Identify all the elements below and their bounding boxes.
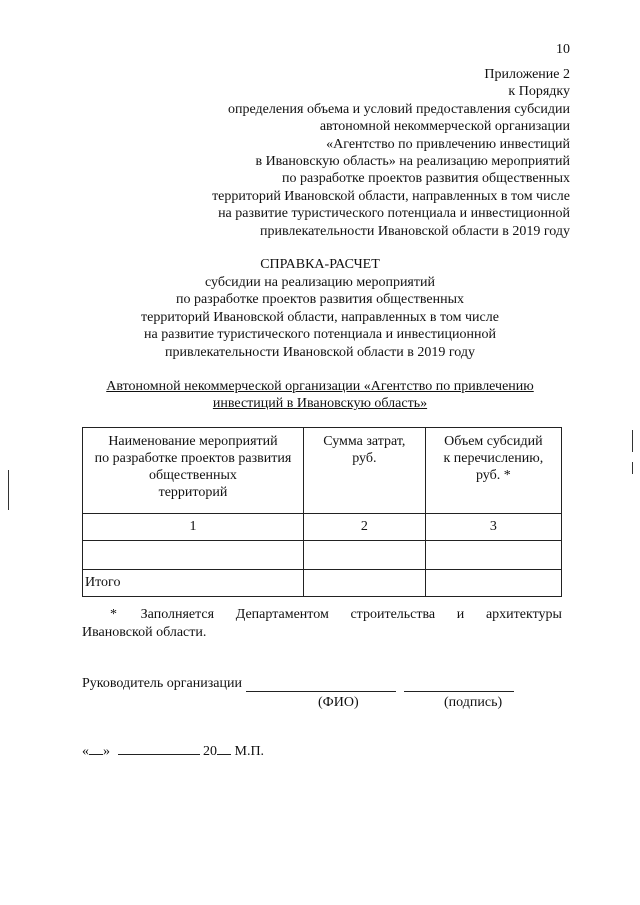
appendix-line: по разработке проектов развития общественных bbox=[281, 171, 570, 187]
title-line: территорий Ивановской области, направленных в том числе bbox=[141, 309, 499, 325]
total-row bbox=[83, 570, 562, 597]
footnote-word: Департаментом bbox=[235, 607, 329, 622]
empty-cell[interactable] bbox=[303, 541, 425, 570]
appendix-line: привлекательности Ивановской области в 2019 году bbox=[259, 223, 570, 239]
column-number: 2 bbox=[303, 514, 425, 541]
footnote-line bbox=[82, 606, 562, 624]
organization-line: Автономной некоммерческой организации «Агентство по привлечению bbox=[106, 379, 534, 394]
footnote bbox=[82, 606, 562, 642]
empty-cell[interactable] bbox=[425, 541, 561, 570]
footnote-word: строительства bbox=[350, 607, 436, 622]
page-number: 10 bbox=[556, 42, 570, 57]
header-subsidy-amount: Объем субсидий к перечислению, руб. * bbox=[425, 428, 561, 514]
date-stamp-line bbox=[82, 742, 264, 760]
column-number: 1 bbox=[83, 514, 304, 541]
title-heading: СПРАВКА-РАСЧЕТ bbox=[260, 257, 380, 272]
fio-blank-line[interactable] bbox=[246, 677, 396, 692]
footnote-star: * bbox=[110, 607, 117, 622]
total-label: Итого bbox=[83, 570, 304, 597]
close-quote: » bbox=[103, 744, 110, 759]
appendix-line: «Агентство по привлечению инвестиций bbox=[326, 136, 570, 152]
empty-cell[interactable] bbox=[425, 570, 561, 597]
appendix-line: Приложение 2 bbox=[484, 67, 570, 82]
table-header-row bbox=[83, 428, 562, 514]
signature-caption: (подпись) bbox=[444, 695, 503, 710]
header-activity-name: Наименование мероприятий по разработке проектов развития общественных территорий bbox=[83, 428, 304, 514]
appendix-line: территорий Ивановской области, направленных в том числе bbox=[212, 188, 570, 204]
signature-block bbox=[82, 676, 562, 715]
footnote-line: Ивановской области. bbox=[82, 625, 207, 640]
scan-artifact bbox=[8, 470, 9, 510]
footnote-word: Заполняется bbox=[140, 607, 215, 622]
organization-name bbox=[60, 378, 580, 412]
column-number-row bbox=[83, 514, 562, 541]
header-cost-sum: Сумма затрат, руб. bbox=[303, 428, 425, 514]
appendix-line: на развитие туристического потенциала и инвестиционной bbox=[218, 206, 570, 222]
day-blank[interactable] bbox=[89, 742, 103, 755]
title-line: привлекательности Ивановской области в 2019 году bbox=[164, 344, 475, 360]
footnote-word: и bbox=[456, 607, 465, 622]
title-line: субсидии на реализацию мероприятий bbox=[205, 274, 435, 290]
appendix-line: в Ивановскую область» на реализацию мероприятий bbox=[255, 154, 570, 170]
calculation-table bbox=[82, 427, 562, 597]
title-line: на развитие туристического потенциала и инвестиционной bbox=[144, 327, 496, 343]
stamp-place: М.П. bbox=[234, 744, 265, 759]
scan-artifact bbox=[632, 462, 633, 474]
footnote-word: архитектуры bbox=[485, 607, 562, 622]
month-blank[interactable] bbox=[118, 742, 200, 755]
scan-artifact bbox=[632, 430, 633, 452]
document-title bbox=[60, 256, 580, 362]
fio-caption: (ФИО) bbox=[318, 695, 359, 710]
table-row bbox=[83, 541, 562, 570]
year-prefix: 20 bbox=[203, 744, 217, 759]
column-number: 3 bbox=[425, 514, 561, 541]
title-line: по разработке проектов развития общественных bbox=[175, 292, 465, 308]
year-blank[interactable] bbox=[217, 742, 231, 755]
appendix-reference bbox=[150, 66, 570, 240]
empty-cell[interactable] bbox=[303, 570, 425, 597]
organization-line: инвестиций в Ивановскую область» bbox=[212, 396, 428, 411]
signature-blank-line[interactable] bbox=[404, 677, 514, 692]
appendix-line: к Порядку bbox=[508, 84, 570, 100]
empty-cell[interactable] bbox=[83, 541, 304, 570]
appendix-line: определения объема и условий предоставления субсидии bbox=[227, 101, 570, 117]
open-quote: « bbox=[82, 744, 89, 759]
signature-label: Руководитель организации bbox=[82, 676, 242, 691]
appendix-line: автономной некоммерческой организации bbox=[319, 119, 570, 135]
